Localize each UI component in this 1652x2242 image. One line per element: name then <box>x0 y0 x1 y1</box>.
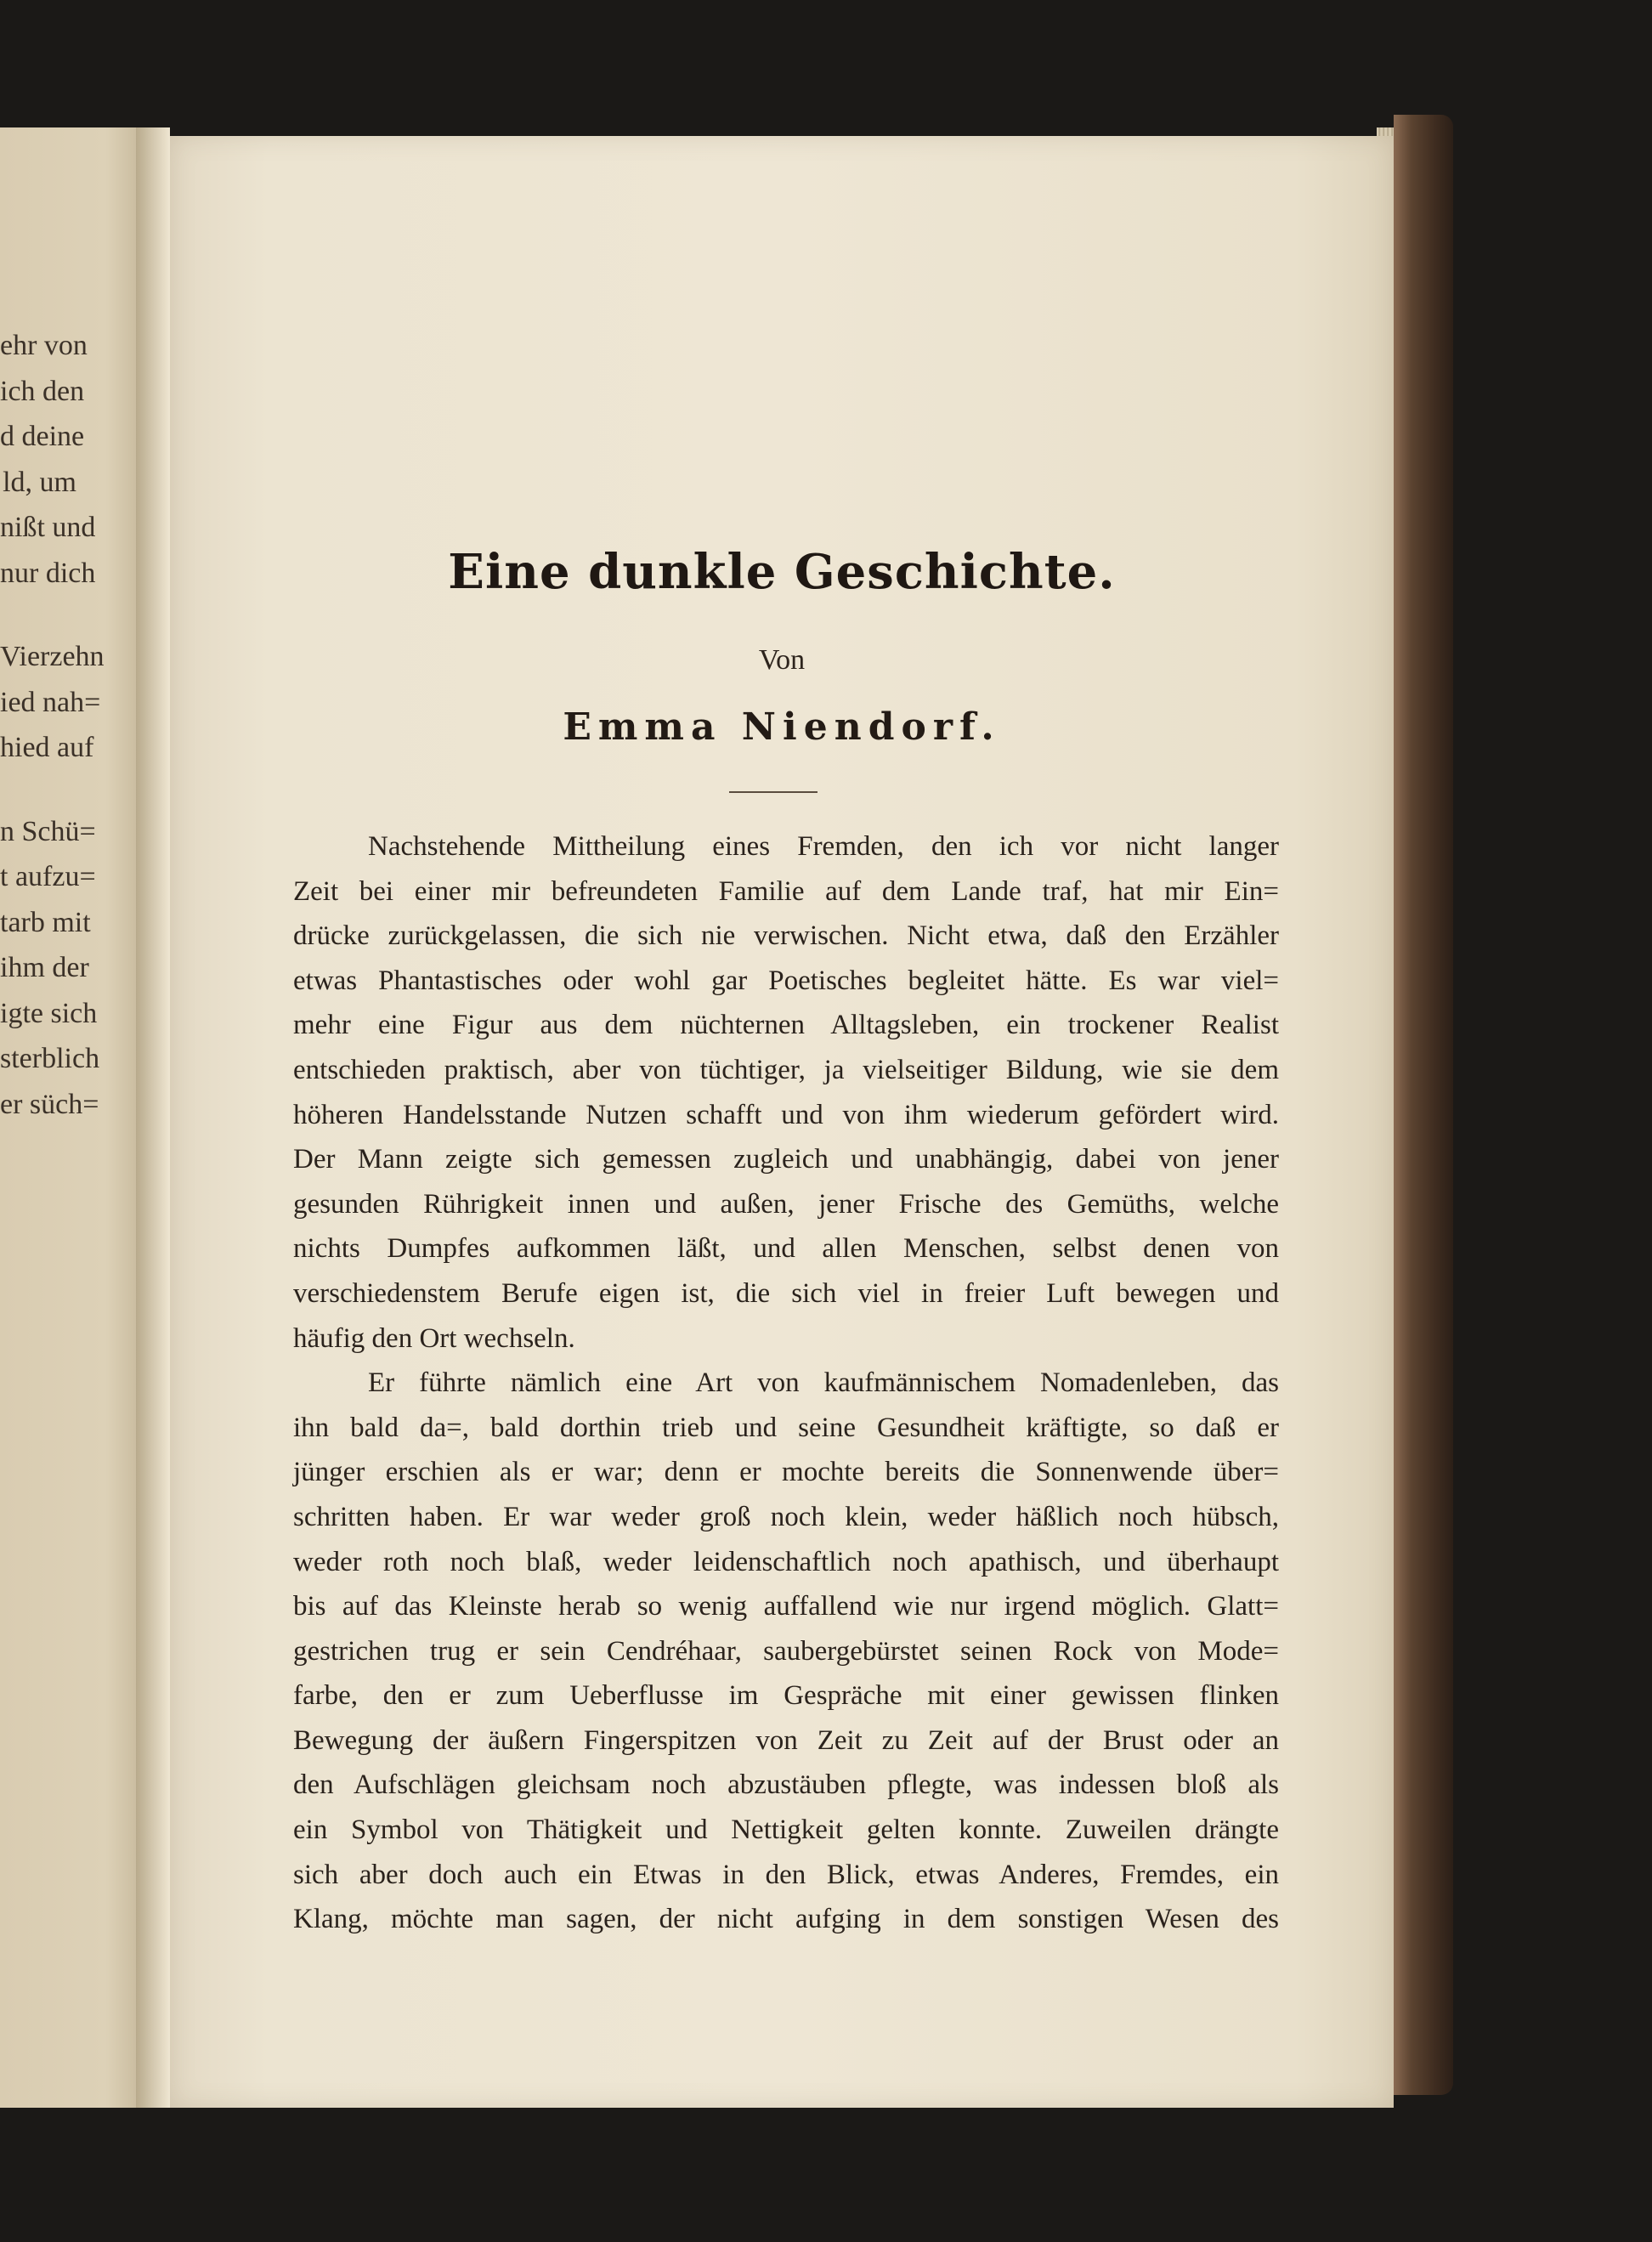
text-line: gesunden Rührigkeit innen und außen, jener Frische des Gemüths, welche <box>293 1188 1279 1220</box>
previous-page-line: nißt und <box>0 512 96 543</box>
text-line: nichts Dumpfes aufkommen läßt, und allen Menschen, selbst denen von <box>293 1233 1279 1265</box>
text-line: höheren Handelsstande Nutzen schafft und von ihm wiederum gefördert wird. <box>293 1099 1279 1130</box>
text-line: häufig den Ort wechseln. <box>293 1322 575 1354</box>
byline: Von <box>758 644 806 676</box>
text-line: Der Mann zeigte sich gemessen zugleich und unabhängig, dabei von jener <box>293 1144 1279 1175</box>
previous-page-line: ld, um <box>3 466 76 498</box>
author-name: Emma Niendorf. <box>563 705 1001 749</box>
text-line: Klang, möchte man sagen, der nicht aufging in dem sonstigen Wesen des <box>293 1904 1279 1935</box>
text-line: Nachstehende Mittheilung eines Fremden, den ich vor nicht langer <box>368 831 1279 862</box>
previous-page-line: Vierzehn <box>0 641 105 672</box>
text-line: drücke zurückgelassen, die sich nie verwischen. Nicht etwa, daß den Erzähler <box>293 920 1279 952</box>
text-line: etwas Phantastisches oder wohl gar Poetisches begleitet hätte. Es war viel= <box>293 965 1279 996</box>
previous-page-line: t aufzu= <box>0 861 96 892</box>
text-line: ein Symbol von Thätigkeit und Nettigkeit gelten konnte. Zuweilen drängte <box>293 1815 1279 1846</box>
text-line: mehr eine Figur aus dem nüchternen Alltagsleben, ein trockener Realist <box>293 1010 1279 1041</box>
previous-page-line: d deine <box>0 421 85 452</box>
previous-page-line: ich den <box>0 375 85 407</box>
story-text <box>293 824 1279 1942</box>
previous-page-line: ihm der <box>0 952 89 983</box>
text-line: schritten haben. Er war weder groß noch klein, weder häßlich noch hübsch, <box>293 1501 1279 1532</box>
previous-page-line: sterblich <box>0 1043 100 1074</box>
story-title: Eine dunkle Geschichte. <box>448 544 1116 600</box>
text-line: Bewegung der äußern Fingerspitzen von Zeit zu Zeit auf der Brust oder an <box>293 1724 1279 1756</box>
previous-page-line: ied nah= <box>0 686 101 718</box>
previous-page-gap <box>0 596 76 634</box>
previous-page-line: n Schü= <box>0 815 96 847</box>
title-divider <box>729 791 818 793</box>
book-gutter <box>136 127 170 2108</box>
text-line: Er führte nämlich eine Art von kaufmännischem Nomadenleben, das <box>368 1367 1279 1399</box>
previous-page-gap <box>0 771 76 809</box>
previous-page-text <box>0 323 105 1127</box>
text-line: verschiedenstem Berufe eigen ist, die sich viel in freier Luft bewegen und <box>293 1277 1279 1309</box>
text-line: Zeit bei einer mir befreundeten Familie auf dem Lande traf, hat mir Ein= <box>293 875 1279 907</box>
previous-page-line: igte sich <box>0 997 98 1029</box>
text-line: den Aufschlägen gleichsam noch abzustäuben pflegte, was indessen bloß als <box>293 1769 1279 1801</box>
previous-page-line: nur dich <box>0 557 96 589</box>
previous-page-line: er süch= <box>0 1088 99 1120</box>
previous-page-line: tarb mit <box>0 906 91 938</box>
text-line: entschieden praktisch, aber von tüchtiger, ja vielseitiger Bildung, wie sie dem <box>293 1054 1279 1085</box>
text-line: jünger erschien als er war; denn er mochte bereits die Sonnenwende über= <box>293 1457 1279 1488</box>
text-line: bis auf das Kleinste herab so wenig auffallend wie nur irgend möglich. Glatt= <box>293 1591 1279 1622</box>
previous-page-line: hied auf <box>0 732 94 763</box>
text-line: weder roth noch blaß, weder leidenschaftlich noch apathisch, und überhaupt <box>293 1546 1279 1577</box>
book-cover-edge <box>1394 115 1453 2095</box>
text-line: ihn bald da=, bald dorthin trieb und seine Gesundheit kräftigte, so daß er <box>293 1412 1279 1443</box>
text-line: farbe, den er zum Ueberflusse im Gespräche mit einer gewissen flinken <box>293 1680 1279 1712</box>
text-line: gestrichen trug er sein Cendréhaar, saubergebürstet seinen Rock von Mode= <box>293 1635 1279 1667</box>
text-line: sich aber doch auch ein Etwas in den Blick, etwas Anderes, Fremdes, ein <box>293 1859 1279 1890</box>
previous-page-line: ehr von <box>0 330 88 361</box>
